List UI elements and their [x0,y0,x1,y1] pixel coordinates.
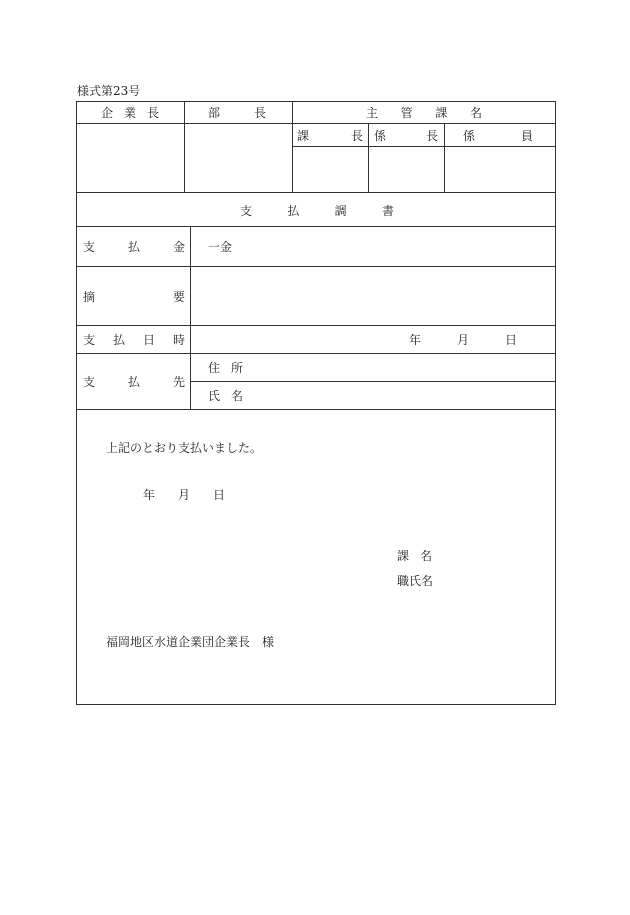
char: 部 [208,106,221,120]
name-field[interactable] [250,383,554,408]
char: 課 [297,129,310,143]
char: 長 [146,106,159,120]
char: 払 [112,333,125,347]
datetime-day-unit: 日 [505,333,518,347]
payee-label [83,375,185,389]
char: 払 [287,204,300,218]
char: 企 [101,106,114,120]
char: 課 [435,106,448,120]
char: 支 [83,333,96,347]
char: 支 [240,204,253,218]
char: 金 [172,240,185,254]
char: 調 [334,204,347,218]
char: 名 [230,389,243,403]
stamp-box-kakaricho[interactable] [369,147,444,192]
char: 管 [400,106,413,120]
stamp-box-kigyocho[interactable] [77,124,184,192]
char: 払 [127,375,140,389]
char: 支 [83,240,96,254]
signer-section-label [397,549,432,563]
datetime-field[interactable] [192,327,402,352]
amount-field[interactable] [236,228,554,265]
row-line-amount-top [76,226,556,227]
char: 払 [127,240,140,254]
frame-bottom [76,704,556,705]
char: 業 [123,106,136,120]
datetime-label [83,333,185,347]
datetime-year-unit: 年 [409,333,422,347]
row-line-summary-top [76,266,556,267]
form-number: 様式第23号 [77,84,141,98]
frame-top [76,101,556,102]
amount-prefix: 一金 [208,240,233,254]
statement-month-unit: 月 [178,488,191,502]
label-column-divider [190,226,191,409]
char: 日 [142,333,155,347]
char: 支 [83,375,96,389]
header-bucho [208,106,266,120]
char: 住 [208,361,221,375]
row-line-payee-bottom [76,409,556,410]
char: 長 [253,106,266,120]
stamp-box-kakariin[interactable] [445,147,555,192]
header-kacho [297,129,363,143]
statement-year-unit: 年 [143,488,156,502]
header-shukan-kamei [366,106,482,120]
header-kigyocho [101,106,159,120]
char: 長 [425,129,438,143]
char: 摘 [83,290,96,304]
char: 係 [463,129,476,143]
statement-day-unit: 日 [213,488,226,502]
address-field[interactable] [250,355,554,380]
datetime-month-unit: 月 [457,333,470,347]
addressee: 福岡地区水道企業団企業長 様 [106,635,275,649]
char: 時 [172,333,185,347]
row-line-payee-top [76,353,556,354]
summary-label [83,290,185,304]
char: 要 [172,290,185,304]
row-line-datetime-top [76,325,556,326]
header-kakaricho [374,129,438,143]
name-label [208,389,243,403]
signer-position-name-label: 職氏名 [397,574,434,588]
address-label [208,361,243,375]
char: 長 [350,129,363,143]
statement-text: 上記のとおり支払いました。 [106,441,263,455]
char: 書 [381,204,394,218]
char: 先 [172,375,185,389]
summary-field[interactable] [192,268,554,324]
amount-label [83,240,185,254]
char: 名 [469,106,482,120]
char: 課 [397,549,410,563]
char: 名 [419,549,432,563]
char: 氏 [208,389,221,403]
form-title [240,204,394,218]
stamp-box-kacho[interactable] [293,147,368,192]
header-kakariin [463,129,533,143]
title-top-line [76,192,556,193]
char: 主 [366,106,379,120]
stamp-box-bucho[interactable] [185,124,292,192]
char: 係 [374,129,387,143]
char: 員 [520,129,533,143]
row-line-address-name [190,381,556,382]
char: 所 [230,361,243,375]
